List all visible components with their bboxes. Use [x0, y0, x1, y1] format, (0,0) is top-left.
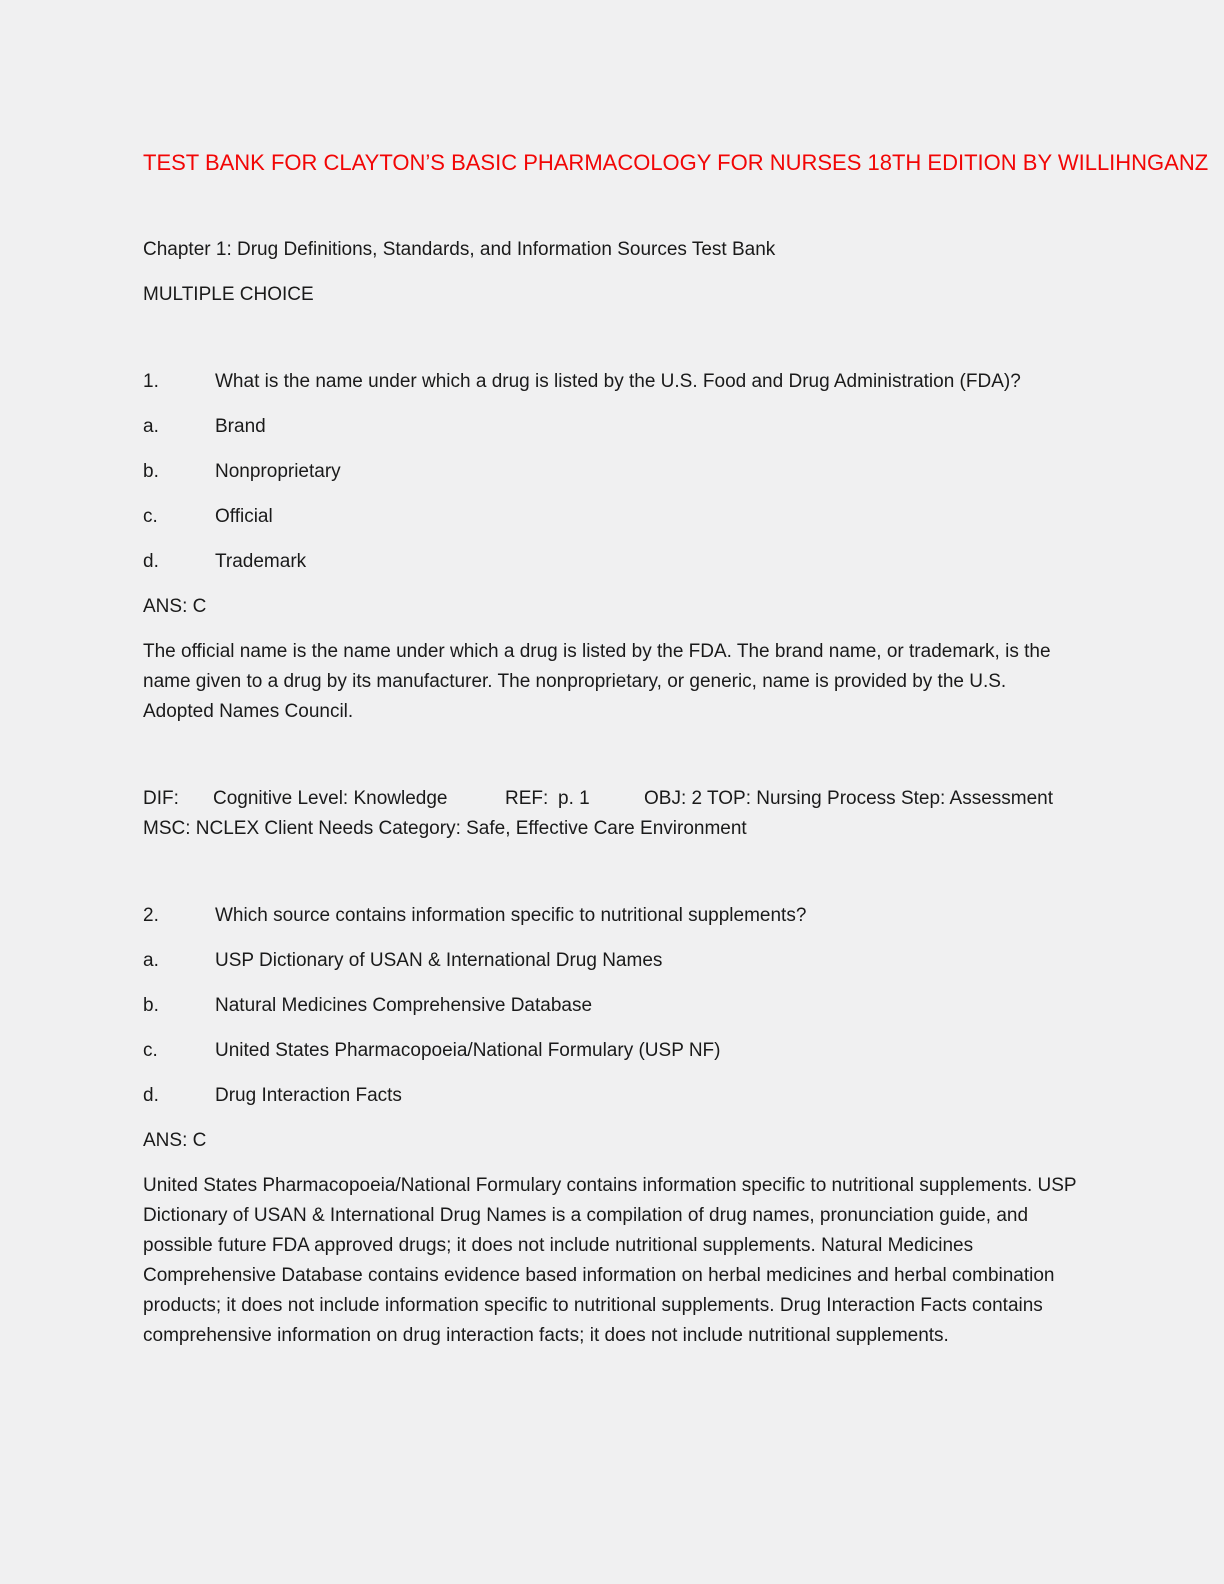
document-title: TEST BANK FOR CLAYTON’S BASIC PHARMACOLOGY FOR NURSES 18TH EDITION BY WILLIHNGANZ [143, 150, 1209, 175]
obj-top-value: OBJ: 2 TOP: Nursing Process Step: Assessment [644, 788, 1054, 809]
option-letter: a. [143, 416, 159, 437]
question-metadata [143, 784, 1081, 814]
option-b [143, 457, 1081, 487]
option-letter: b. [143, 461, 159, 482]
option-letter: d. [143, 551, 159, 572]
option-letter: d. [143, 1085, 159, 1106]
msc-line: MSC: NCLEX Client Needs Category: Safe, Effective Care Environment [143, 818, 747, 839]
rationale-text: The official name is the name under which a drug is listed by the FDA. The brand name, or trademark, is the name given to a drug by its manufacturer. The nonproprietary, or generic, name is provided by the U.S. Adopted Names Council. [143, 641, 1051, 722]
option-text: Natural Medicines Comprehensive Database [215, 995, 593, 1016]
answer-line: ANS: C [143, 596, 207, 617]
option-c [143, 1036, 1081, 1066]
dif-label: DIF: [143, 788, 179, 809]
option-text: Drug Interaction Facts [215, 1085, 402, 1106]
question-number: 1. [143, 371, 159, 392]
option-a [143, 946, 1081, 976]
option-c [143, 502, 1081, 532]
option-text: United States Pharmacopoeia/National Formulary (USP NF) [215, 1040, 721, 1061]
option-text: Nonproprietary [215, 461, 341, 482]
question-2 [143, 901, 1081, 931]
ref-value: p. 1 [558, 788, 590, 809]
question-number: 2. [143, 905, 159, 926]
option-letter: a. [143, 950, 159, 971]
question-1 [143, 367, 1081, 397]
question-text: Which source contains information specific to nutritional supplements? [215, 905, 807, 926]
question-text: What is the name under which a drug is listed by the U.S. Food and Drug Administration (FDA)? [215, 371, 1021, 392]
rationale-text: United States Pharmacopoeia/National Formulary contains information specific to nutritional supplements. USP Dictionary of USAN & International Drug Names is a compilation of drug names, pronunciation guide, and possible future FDA approved drugs; it does not include nutritional supplements. Natural Medicines Comprehensive Database contains evidence based information on herbal medicines and herbal combination products; it does not include information specific to nutritional supplements. Drug Interaction Facts contains comprehensive information on drug interaction facts; it does not include nutritional supplements. [143, 1175, 1077, 1346]
option-letter: c. [143, 1040, 158, 1061]
option-text: Brand [215, 416, 266, 437]
option-text: Trademark [215, 551, 307, 572]
section-heading: MULTIPLE CHOICE [143, 284, 314, 305]
option-d [143, 547, 1081, 577]
option-letter: c. [143, 506, 158, 527]
option-text: USP Dictionary of USAN & International Drug Names [215, 950, 663, 971]
ref-label: REF: [505, 788, 549, 809]
option-d [143, 1081, 1081, 1111]
option-a [143, 412, 1081, 442]
chapter-heading: Chapter 1: Drug Definitions, Standards, and Information Sources Test Bank [143, 239, 776, 260]
option-b [143, 991, 1081, 1021]
option-letter: b. [143, 995, 159, 1016]
option-text: Official [215, 506, 273, 527]
answer-line: ANS: C [143, 1130, 207, 1151]
dif-value: Cognitive Level: Knowledge [213, 788, 448, 809]
